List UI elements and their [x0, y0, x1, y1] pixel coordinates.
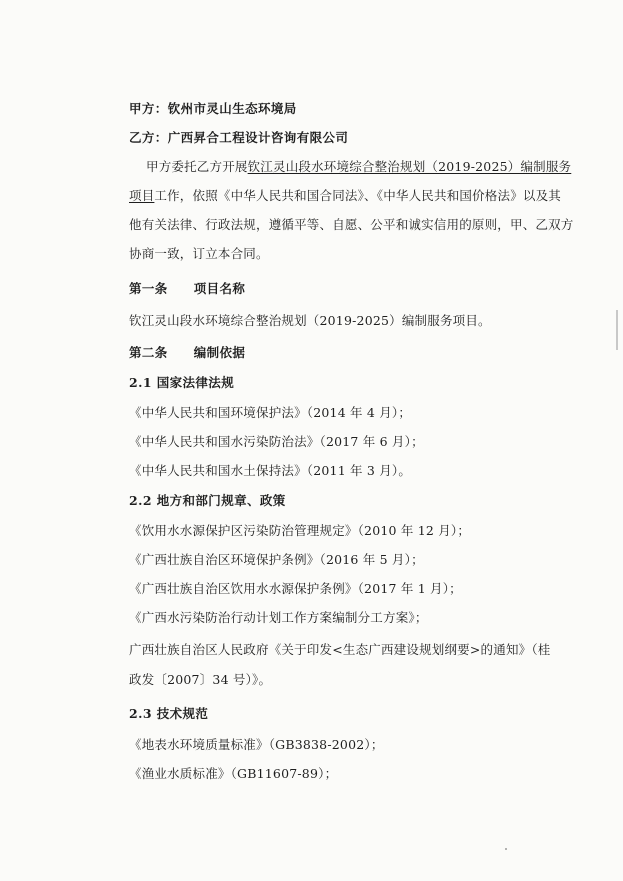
standard-item: 《地表水环境质量标准》（GB3838-2002）； [129, 737, 384, 752]
regulation-item: 《广西壮族自治区饮用水水源保护条例》（2017 年 1 月）； [129, 581, 462, 596]
project-title-underlined: 钦江灵山段水环境综合整治规划（2019-2025）编制服务 [247, 159, 572, 174]
regulation-item: 《广西壮族自治区环境保护条例》（2016 年 5 月）； [129, 552, 424, 567]
notice-line-1: 广西壮族自治区人民政府《关于印发<生态广西建设规划纲要>的通知》（桂 [129, 642, 551, 657]
intro-line-2 [129, 188, 561, 204]
article-1-body: 钦江灵山段水环境综合整治规划（2019-2025）编制服务项目。 [129, 313, 491, 328]
intro-prefix: 甲方委托乙方开展 [146, 159, 248, 174]
notice-line-2: 政发〔2007〕34 号）》。 [129, 672, 272, 687]
standard-item: 《渔业水质标准》（GB11607-89）； [129, 766, 338, 781]
party-b: 乙方：广西昇合工程设计咨询有限公司 [129, 130, 349, 145]
section-2-3-heading: 2.3 技术规范 [129, 706, 209, 721]
article-1-heading [129, 281, 245, 297]
law-item: 《中华人民共和国水土保持法》（2011 年 3 月）。 [129, 463, 412, 478]
article-1-number: 第一条 [129, 281, 168, 296]
project-word-underlined: 项目 [129, 188, 155, 203]
law-item: 《中华人民共和国水污染防治法》（2017 年 6 月）； [129, 434, 424, 449]
article-1-title: 项目名称 [193, 281, 246, 296]
scan-speck [505, 848, 507, 850]
section-2-1-heading: 2.1 国家法律法规 [129, 375, 235, 390]
intro-line-3: 他有关法律、行政法规，遵循平等、自愿、公平和诚实信用的原则，甲、乙双方 [129, 217, 574, 232]
intro-line-4: 协商一致，订立本合同。 [129, 246, 269, 261]
law-item: 《中华人民共和国环境保护法》（2014 年 4 月）； [129, 405, 412, 420]
article-2-title: 编制依据 [193, 345, 246, 360]
scan-edge-mark [616, 310, 618, 350]
article-2-heading [129, 345, 245, 361]
intro-line-1 [146, 159, 571, 175]
party-a: 甲方：钦州市灵山生态环境局 [129, 101, 297, 116]
intro-line-2-rest: 工作，依照《中华人民共和国合同法》、《中华人民共和国价格法》以及其 [154, 188, 562, 203]
section-2-2-heading: 2.2 地方和部门规章、政策 [129, 493, 286, 508]
article-2-number: 第二条 [129, 345, 168, 360]
regulation-item: 《广西水污染防治行动计划工作方案编制分工方案》； [129, 610, 428, 625]
regulation-item: 《饮用水水源保护区污染防治管理规定》（2010 年 12 月）； [129, 523, 471, 538]
